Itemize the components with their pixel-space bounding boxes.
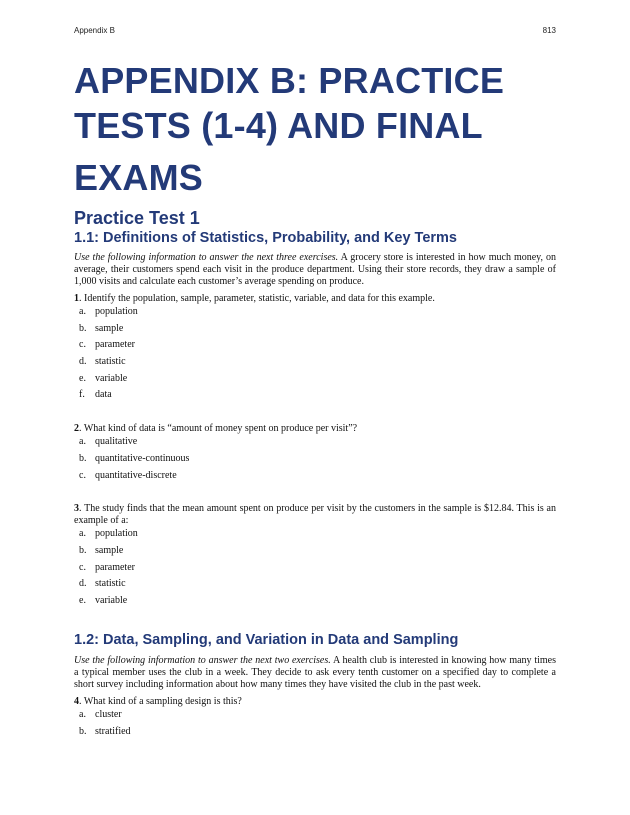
- option-marker: d.: [79, 578, 87, 590]
- question: [74, 293, 556, 305]
- question: [74, 423, 556, 435]
- appendix-title-line: EXAMS: [74, 157, 204, 198]
- answer-option: [74, 306, 556, 318]
- option-marker: b.: [79, 725, 87, 737]
- option-marker: a.: [79, 306, 86, 317]
- question-number: 1: [74, 293, 79, 304]
- option-marker: f.: [79, 389, 85, 401]
- answer-option: [74, 436, 556, 448]
- answer-option: [74, 528, 556, 540]
- appendix-title-line: TESTS (1-4) AND FINAL: [74, 105, 483, 146]
- answer-option: [74, 726, 556, 738]
- option-text: stratified: [95, 725, 131, 737]
- answer-option: [74, 373, 556, 385]
- option-marker: e.: [79, 594, 86, 606]
- answer-option: [74, 595, 556, 607]
- answer-option: [74, 389, 556, 401]
- question-text: . Identify the population, sample, parameter, statistic, variable, and data for this example.: [79, 293, 435, 304]
- option-marker: b.: [79, 452, 87, 464]
- option-text: qualitative: [95, 436, 138, 448]
- option-text: variable: [95, 372, 128, 384]
- answer-option: [74, 562, 556, 574]
- appendix-title: [74, 58, 556, 200]
- running-header: [74, 26, 556, 38]
- question-number: 2: [74, 423, 79, 435]
- answer-list: [74, 709, 556, 738]
- option-marker: a.: [79, 708, 86, 720]
- answer-option: [74, 709, 556, 721]
- question: [74, 503, 556, 527]
- question: [74, 696, 556, 708]
- option-text: parameter: [95, 339, 135, 351]
- answer-option: [74, 323, 556, 335]
- page-content: [74, 58, 556, 742]
- question-text: . The study finds that the mean amount spent on produce per visit by the customers in the sample is $12.84. This is an example of a:: [74, 503, 556, 527]
- section-heading: 1.1: Definitions of Statistics, Probability, and Key Terms: [74, 230, 457, 246]
- spacer: [74, 486, 556, 500]
- header-chapter-label: Appendix B: [74, 26, 115, 35]
- question-text: . What kind of data is “amount of money spent on produce per visit”?: [79, 423, 358, 435]
- option-text: statistic: [95, 356, 126, 368]
- question-number: 4: [74, 695, 79, 707]
- option-marker: a.: [79, 528, 86, 540]
- section-heading: 1.2: Data, Sampling, and Variation in Data and Sampling: [74, 631, 459, 648]
- intro-text: A grocery store is interested in how much money, on average, their customers spend each visit in the produce department. Using their store records, they draw a sample of 1,000 visits and calculate each customer’s average spending on produce.: [74, 252, 557, 287]
- option-text: quantitative-discrete: [95, 469, 177, 481]
- option-text: sample: [95, 322, 124, 334]
- intro-instruction: Use the following information to answer the next three exercises.: [74, 252, 339, 263]
- option-text: population: [95, 306, 138, 317]
- answer-list: [74, 436, 556, 481]
- option-text: statistic: [95, 578, 126, 590]
- option-marker: c.: [79, 561, 86, 573]
- section-intro: [74, 252, 556, 288]
- practice-test-title: Practice Test 1: [74, 208, 200, 228]
- answer-option: [74, 339, 556, 351]
- answer-list: [74, 306, 556, 401]
- option-text: cluster: [95, 708, 122, 720]
- header-page-number: 813: [542, 26, 556, 35]
- question-text: . What kind of a sampling design is this?: [79, 695, 242, 707]
- option-text: quantitative-continuous: [95, 452, 190, 464]
- option-text: parameter: [95, 561, 135, 573]
- answer-option: [74, 453, 556, 465]
- option-marker: a.: [79, 436, 86, 448]
- intro-instruction: Use the following information to answer the next two exercises.: [74, 654, 331, 666]
- option-text: data: [95, 389, 112, 401]
- option-marker: e.: [79, 372, 86, 384]
- option-text: population: [95, 528, 138, 540]
- option-marker: d.: [79, 356, 87, 368]
- appendix-title-line: APPENDIX B: PRACTICE: [74, 60, 505, 101]
- answer-option: [74, 545, 556, 557]
- answer-option: [74, 470, 556, 482]
- option-text: sample: [95, 544, 124, 556]
- option-marker: c.: [79, 469, 86, 481]
- spacer: [74, 406, 556, 420]
- option-marker: b.: [79, 322, 87, 334]
- option-marker: c.: [79, 339, 86, 351]
- answer-option: [74, 578, 556, 590]
- answer-option: [74, 356, 556, 368]
- answer-list: [74, 528, 556, 607]
- intro-text: A health club is interested in knowing how many times a typical member uses the club in a week. They decide to ask every tenth customer on a specified day to complete a short survey including information about how many times they have visited the club in the past week.: [74, 654, 556, 690]
- option-text: variable: [95, 594, 128, 606]
- section-intro: [74, 655, 556, 691]
- option-marker: b.: [79, 544, 87, 556]
- question-number: 3: [74, 503, 79, 515]
